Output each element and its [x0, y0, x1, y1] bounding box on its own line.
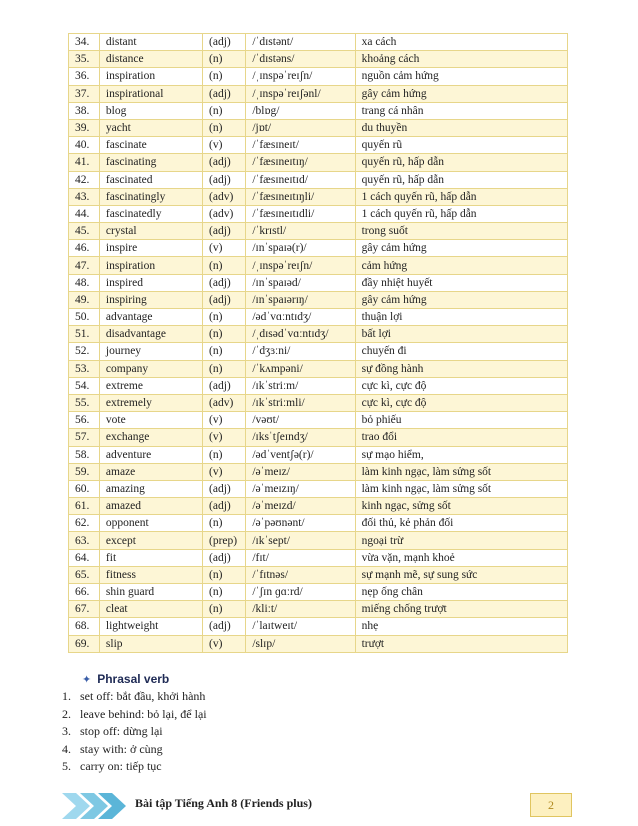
vietnamese-meaning: chuyến đi	[355, 343, 567, 360]
ipa-transcription: /ˈfæsɪneɪtɪŋ/	[246, 154, 355, 171]
list-item	[62, 706, 207, 724]
row-number: 34.	[69, 34, 100, 51]
row-number: 51.	[69, 326, 100, 343]
double-arrow-icon	[62, 791, 126, 821]
row-number: 41.	[69, 154, 100, 171]
part-of-speech: (adj)	[203, 85, 246, 102]
table-row	[69, 291, 568, 308]
table-row	[69, 549, 568, 566]
table-row	[69, 463, 568, 480]
part-of-speech: (adj)	[203, 618, 246, 635]
vietnamese-meaning: du thuyền	[355, 119, 567, 136]
ipa-transcription: /əˈpəʊnənt/	[246, 515, 355, 532]
ipa-transcription: /ˌɪnspəˈreɪʃn/	[246, 257, 355, 274]
vietnamese-meaning: trang cá nhân	[355, 102, 567, 119]
row-number: 48.	[69, 274, 100, 291]
vietnamese-meaning: làm kinh ngạc, làm sửng sốt	[355, 463, 567, 480]
row-number: 57.	[69, 429, 100, 446]
row-number: 46.	[69, 240, 100, 257]
part-of-speech: (v)	[203, 463, 246, 480]
ipa-transcription: /ɪksˈtʃeɪndʒ/	[246, 429, 355, 446]
vietnamese-meaning: trao đổi	[355, 429, 567, 446]
part-of-speech: (v)	[203, 240, 246, 257]
list-item-text: set off: bắt đầu, khởi hành	[80, 689, 206, 703]
part-of-speech: (n)	[203, 446, 246, 463]
row-number: 39.	[69, 119, 100, 136]
vocab-word: inspiring	[99, 291, 202, 308]
vocab-word: extreme	[99, 377, 202, 394]
vocabulary-table	[68, 33, 568, 653]
vocab-word: fit	[99, 549, 202, 566]
table-row	[69, 515, 568, 532]
table-row	[69, 34, 568, 51]
list-item-number: 3.	[62, 724, 71, 738]
vietnamese-meaning: thuận lợi	[355, 309, 567, 326]
ipa-transcription: /ˈfɪtnəs/	[246, 566, 355, 583]
row-number: 44.	[69, 205, 100, 222]
row-number: 68.	[69, 618, 100, 635]
vietnamese-meaning: bất lợi	[355, 326, 567, 343]
part-of-speech: (adv)	[203, 394, 246, 411]
ipa-transcription: /ɪnˈspaɪəd/	[246, 274, 355, 291]
phrasal-verb-heading: Phrasal verb	[97, 672, 170, 686]
table-row	[69, 205, 568, 222]
row-number: 63.	[69, 532, 100, 549]
row-number: 40.	[69, 137, 100, 154]
ipa-transcription: /blɒg/	[246, 102, 355, 119]
ipa-transcription: /ˈʃɪn ɡɑːrd/	[246, 584, 355, 601]
row-number: 58.	[69, 446, 100, 463]
table-row	[69, 119, 568, 136]
vocab-word: advantage	[99, 309, 202, 326]
table-row	[69, 154, 568, 171]
row-number: 43.	[69, 188, 100, 205]
table-row	[69, 257, 568, 274]
vocab-word: distant	[99, 34, 202, 51]
ipa-transcription: /ˈdɪstənt/	[246, 34, 355, 51]
table-row	[69, 68, 568, 85]
table-row	[69, 360, 568, 377]
table-row	[69, 584, 568, 601]
vietnamese-meaning: nẹp ống chân	[355, 584, 567, 601]
ipa-transcription: /vəʊt/	[246, 412, 355, 429]
row-number: 36.	[69, 68, 100, 85]
vietnamese-meaning: quyến rũ	[355, 137, 567, 154]
table-row	[69, 394, 568, 411]
vietnamese-meaning: vừa vặn, mạnh khoẻ	[355, 549, 567, 566]
vietnamese-meaning: gây cảm hứng	[355, 240, 567, 257]
table-row	[69, 343, 568, 360]
list-item-number: 4.	[62, 741, 71, 756]
vocab-word: fascinatedly	[99, 205, 202, 222]
table-row	[69, 326, 568, 343]
ipa-transcription: /ˈkʌmpəni/	[246, 360, 355, 377]
ipa-transcription: /ɪkˈsept/	[246, 532, 355, 549]
row-number: 55.	[69, 394, 100, 411]
ipa-transcription: /ˈkrɪstl/	[246, 223, 355, 240]
part-of-speech: (adj)	[203, 34, 246, 51]
vocab-word: fitness	[99, 566, 202, 583]
vietnamese-meaning: trượt	[355, 635, 567, 652]
list-item	[62, 758, 207, 776]
table-row	[69, 85, 568, 102]
row-number: 42.	[69, 171, 100, 188]
part-of-speech: (adj)	[203, 480, 246, 497]
vietnamese-meaning: cảm hứng	[355, 257, 567, 274]
part-of-speech: (n)	[203, 102, 246, 119]
ipa-transcription: /ɪnˈspaɪərɪŋ/	[246, 291, 355, 308]
ipa-transcription: /ˈfæsɪneɪtɪd/	[246, 171, 355, 188]
part-of-speech: (n)	[203, 68, 246, 85]
vietnamese-meaning: sự mạo hiểm,	[355, 446, 567, 463]
list-item-number: 2.	[62, 706, 71, 721]
part-of-speech: (n)	[203, 601, 246, 618]
ipa-transcription: /ˌɪnspəˈreɪʃənl/	[246, 85, 355, 102]
row-number: 61.	[69, 498, 100, 515]
part-of-speech: (n)	[203, 257, 246, 274]
ipa-transcription: /əˈmeɪzɪŋ/	[246, 480, 355, 497]
part-of-speech: (adj)	[203, 291, 246, 308]
ipa-transcription: /ədˈventʃə(r)/	[246, 446, 355, 463]
list-item-text: leave behind: bỏ lại, để lại	[80, 706, 207, 721]
ipa-transcription: /ɪnˈspaɪə(r)/	[246, 240, 355, 257]
table-row	[69, 51, 568, 68]
part-of-speech: (adv)	[203, 205, 246, 222]
phrasal-verb-heading-row	[82, 672, 169, 686]
list-item-text: stop off: dừng lại	[80, 724, 163, 738]
part-of-speech: (n)	[203, 360, 246, 377]
table-row	[69, 446, 568, 463]
row-number: 59.	[69, 463, 100, 480]
part-of-speech: (v)	[203, 635, 246, 652]
vietnamese-meaning: gây cảm hứng	[355, 291, 567, 308]
vietnamese-meaning: nhẹ	[355, 618, 567, 635]
table-row	[69, 274, 568, 291]
vocab-word: inspiration	[99, 257, 202, 274]
ipa-transcription: /ˌdɪsədˈvɑːntɪdʒ/	[246, 326, 355, 343]
vocab-word: blog	[99, 102, 202, 119]
part-of-speech: (v)	[203, 412, 246, 429]
list-item-number: 1.	[62, 689, 71, 703]
table-row	[69, 377, 568, 394]
part-of-speech: (adj)	[203, 498, 246, 515]
vocab-word: fascinated	[99, 171, 202, 188]
row-number: 38.	[69, 102, 100, 119]
vocabulary-table-body	[69, 34, 568, 653]
table-row	[69, 532, 568, 549]
vocab-word: fascinate	[99, 137, 202, 154]
part-of-speech: (adj)	[203, 171, 246, 188]
vocab-word: distance	[99, 51, 202, 68]
vietnamese-meaning: đầy nhiệt huyết	[355, 274, 567, 291]
table-row	[69, 102, 568, 119]
part-of-speech: (n)	[203, 119, 246, 136]
vocab-word: extremely	[99, 394, 202, 411]
vietnamese-meaning: quyến rũ, hấp dẫn	[355, 154, 567, 171]
ipa-transcription: /ˈdɪstəns/	[246, 51, 355, 68]
vocab-word: cleat	[99, 601, 202, 618]
ipa-transcription: /ˈlaɪtweɪt/	[246, 618, 355, 635]
vietnamese-meaning: quyến rũ, hấp dẫn	[355, 171, 567, 188]
list-item	[62, 741, 207, 759]
table-row	[69, 498, 568, 515]
ipa-transcription: /ədˈvɑːntɪdʒ/	[246, 309, 355, 326]
vietnamese-meaning: 1 cách quyến rũ, hấp dẫn	[355, 188, 567, 205]
vocab-word: inspired	[99, 274, 202, 291]
vocab-word: company	[99, 360, 202, 377]
vietnamese-meaning: kinh ngạc, sửng sốt	[355, 498, 567, 515]
part-of-speech: (adj)	[203, 154, 246, 171]
row-number: 47.	[69, 257, 100, 274]
vocab-word: fascinatingly	[99, 188, 202, 205]
vocab-word: amazing	[99, 480, 202, 497]
vietnamese-meaning: 1 cách quyến rũ, hấp dẫn	[355, 205, 567, 222]
vietnamese-meaning: sự đồng hành	[355, 360, 567, 377]
part-of-speech: (adj)	[203, 377, 246, 394]
row-number: 67.	[69, 601, 100, 618]
vietnamese-meaning: làm kinh ngạc, làm sửng sốt	[355, 480, 567, 497]
vocab-word: fascinating	[99, 154, 202, 171]
vietnamese-meaning: miếng chống trượt	[355, 601, 567, 618]
vietnamese-meaning: nguồn cảm hứng	[355, 68, 567, 85]
row-number: 53.	[69, 360, 100, 377]
table-row	[69, 618, 568, 635]
ipa-transcription: /jɒt/	[246, 119, 355, 136]
ipa-transcription: /ɪkˈstriːm/	[246, 377, 355, 394]
part-of-speech: (n)	[203, 566, 246, 583]
table-row	[69, 429, 568, 446]
ipa-transcription: /kliːt/	[246, 601, 355, 618]
ipa-transcription: /ˈfæsɪneɪtɪŋli/	[246, 188, 355, 205]
table-row	[69, 635, 568, 652]
vocab-word: adventure	[99, 446, 202, 463]
vietnamese-meaning: trong suốt	[355, 223, 567, 240]
vocab-word: journey	[99, 343, 202, 360]
ipa-transcription: /əˈmeɪz/	[246, 463, 355, 480]
part-of-speech: (adj)	[203, 549, 246, 566]
pin-bullet-icon: ✦	[82, 673, 92, 686]
vocab-word: slip	[99, 635, 202, 652]
row-number: 50.	[69, 309, 100, 326]
row-number: 65.	[69, 566, 100, 583]
vocab-word: amaze	[99, 463, 202, 480]
row-number: 52.	[69, 343, 100, 360]
part-of-speech: (n)	[203, 326, 246, 343]
row-number: 64.	[69, 549, 100, 566]
vietnamese-meaning: khoảng cách	[355, 51, 567, 68]
vocab-word: inspire	[99, 240, 202, 257]
table-row	[69, 137, 568, 154]
vocab-word: crystal	[99, 223, 202, 240]
ipa-transcription: /ˈdʒɜːni/	[246, 343, 355, 360]
part-of-speech: (n)	[203, 309, 246, 326]
part-of-speech: (v)	[203, 137, 246, 154]
table-row	[69, 188, 568, 205]
footer-title: Bài tập Tiếng Anh 8 (Friends plus)	[135, 796, 312, 810]
row-number: 66.	[69, 584, 100, 601]
ipa-transcription: /ˈfæsɪneɪt/	[246, 137, 355, 154]
table-row	[69, 240, 568, 257]
list-item-number: 5.	[62, 759, 71, 773]
row-number: 60.	[69, 480, 100, 497]
vocab-word: exchange	[99, 429, 202, 446]
page-number: 2	[530, 793, 572, 817]
ipa-transcription: /fɪt/	[246, 549, 355, 566]
vocab-word: opponent	[99, 515, 202, 532]
ipa-transcription: /əˈmeɪzd/	[246, 498, 355, 515]
list-item-text: stay with: ở cùng	[80, 741, 163, 756]
row-number: 54.	[69, 377, 100, 394]
vietnamese-meaning: xa cách	[355, 34, 567, 51]
table-row	[69, 171, 568, 188]
vocab-word: disadvantage	[99, 326, 202, 343]
ipa-transcription: /ɪkˈstriːmli/	[246, 394, 355, 411]
vocab-word: vote	[99, 412, 202, 429]
row-number: 49.	[69, 291, 100, 308]
vocab-word: except	[99, 532, 202, 549]
vocab-word: shin guard	[99, 584, 202, 601]
list-item	[62, 688, 207, 706]
vocab-word: lightweight	[99, 618, 202, 635]
vocab-word: yacht	[99, 119, 202, 136]
part-of-speech: (adv)	[203, 188, 246, 205]
row-number: 35.	[69, 51, 100, 68]
vietnamese-meaning: cực kì, cực độ	[355, 394, 567, 411]
table-row	[69, 309, 568, 326]
part-of-speech: (n)	[203, 51, 246, 68]
table-row	[69, 566, 568, 583]
table-row	[69, 223, 568, 240]
ipa-transcription: /ˈfæsɪneɪtɪdli/	[246, 205, 355, 222]
vocab-word: inspiration	[99, 68, 202, 85]
ipa-transcription: /slɪp/	[246, 635, 355, 652]
vietnamese-meaning: bỏ phiếu	[355, 412, 567, 429]
list-item-text: carry on: tiếp tục	[80, 759, 162, 773]
ipa-transcription: /ˌɪnspəˈreɪʃn/	[246, 68, 355, 85]
row-number: 62.	[69, 515, 100, 532]
part-of-speech: (v)	[203, 429, 246, 446]
row-number: 45.	[69, 223, 100, 240]
vietnamese-meaning: sự mạnh mẽ, sự sung sức	[355, 566, 567, 583]
part-of-speech: (adj)	[203, 274, 246, 291]
table-row	[69, 412, 568, 429]
phrasal-verb-list	[62, 688, 207, 776]
row-number: 69.	[69, 635, 100, 652]
part-of-speech: (adj)	[203, 223, 246, 240]
vocab-word: inspirational	[99, 85, 202, 102]
part-of-speech: (n)	[203, 515, 246, 532]
vietnamese-meaning: ngoại trừ	[355, 532, 567, 549]
table-row	[69, 480, 568, 497]
part-of-speech: (n)	[203, 584, 246, 601]
vietnamese-meaning: cực kì, cực độ	[355, 377, 567, 394]
vietnamese-meaning: đối thủ, kẻ phản đối	[355, 515, 567, 532]
vietnamese-meaning: gây cảm hứng	[355, 85, 567, 102]
part-of-speech: (prep)	[203, 532, 246, 549]
table-row	[69, 601, 568, 618]
vocab-word: amazed	[99, 498, 202, 515]
list-item	[62, 723, 207, 741]
row-number: 37.	[69, 85, 100, 102]
part-of-speech: (n)	[203, 343, 246, 360]
row-number: 56.	[69, 412, 100, 429]
